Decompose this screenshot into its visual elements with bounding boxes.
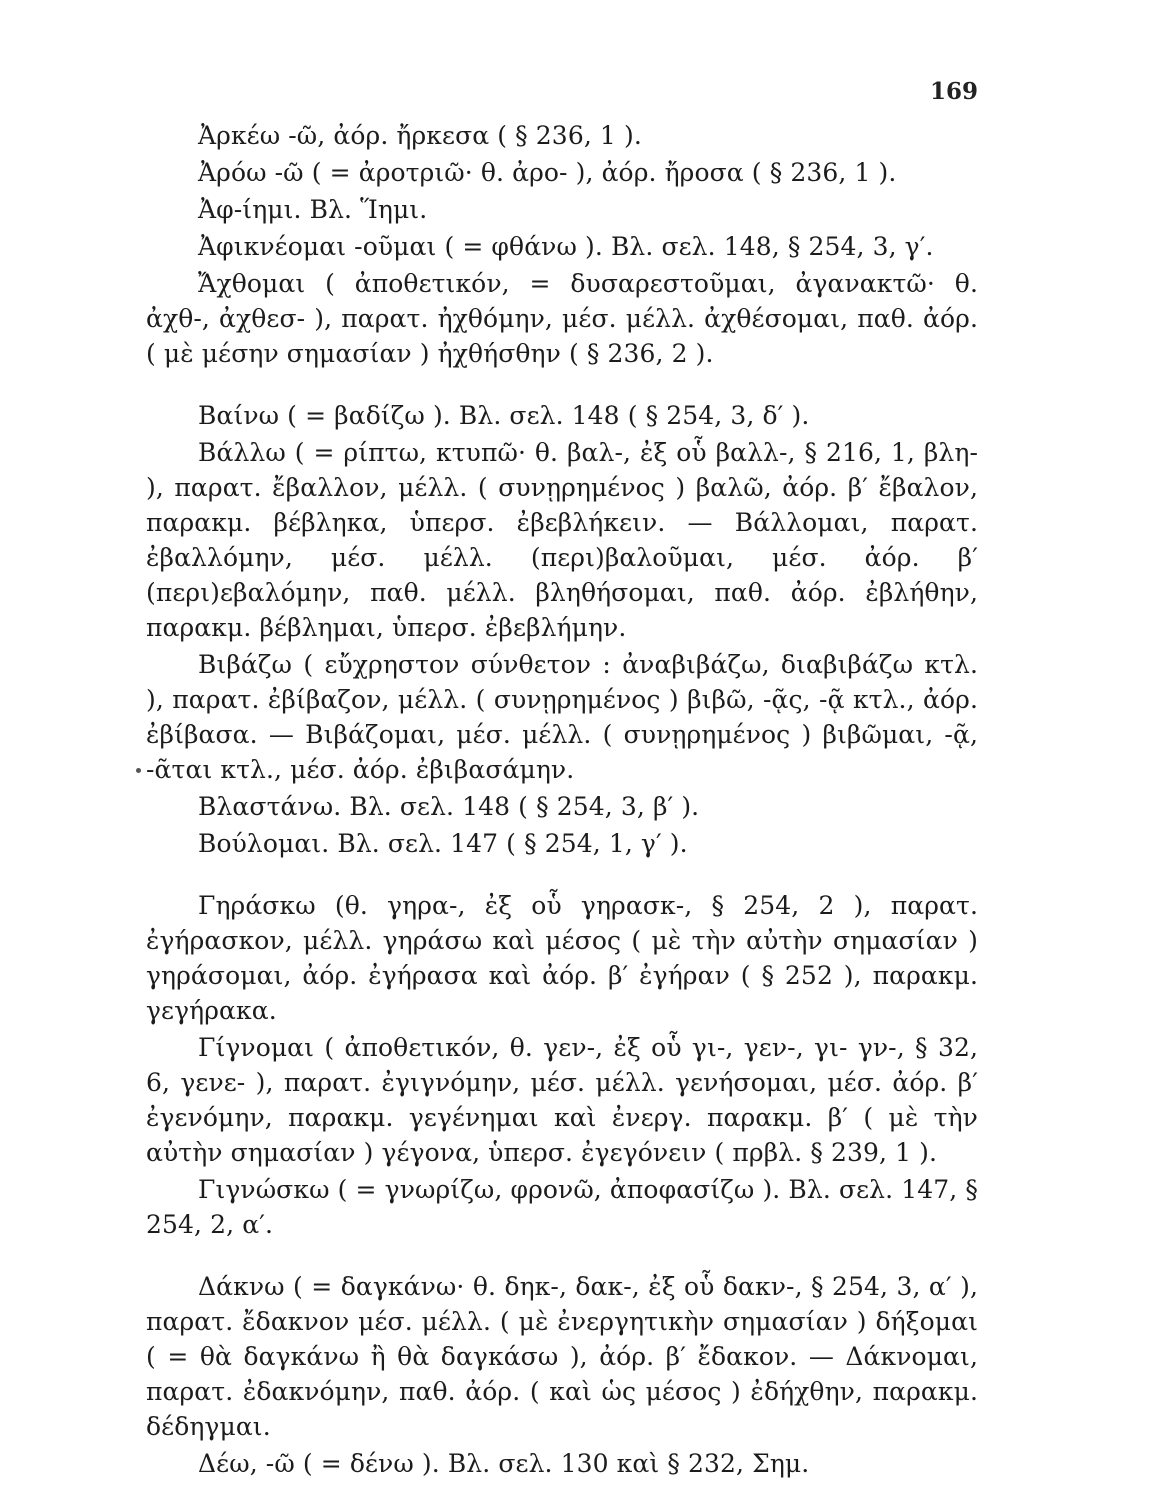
entry-ballo: Βάλλω ( = ρίπτω, κτυπῶ· θ. βαλ-, ἐξ οὗ βαλλ-, § 216, 1, βλη- ), παρατ. ἔβαλλον, μέλλ. ( συνῃρημένος ) βαλῶ, ἀόρ. β′ ἔβαλον, παρακμ. βέβληκα, ὑπερσ. ἐβεβλήκειν. — Βάλλομαι, παρατ. ἐβαλλόμην, μέσ. μέλλ. (περι)βαλοῦμαι, μέσ. ἀόρ. β′ (περι)εβαλόμην, παθ. μέλλ. βληθήσομαι, παθ. ἀόρ. ἐβλήθην, παρακμ. βέβλημαι, ὑπερσ. ἐβεβλήμην. (146, 438, 978, 642)
lexicon-text (146, 118, 978, 1483)
page-number: 169 (929, 78, 978, 105)
entry-gignomai: Γίγνομαι ( ἀποθετικόν, θ. γεν-, ἐξ οὗ γι-, γεν-, γι- γν-, § 32, 6, γενε- ), παρατ. ἐγιγνόμην, μέσ. μέλλ. γενήσομαι, μέσ. ἀόρ. β′ ἐγενόμην, παρακμ. γεγένημαι καὶ ἐνεργ. παρακμ. β′ ( μὲ τὴν αὐτὴν σημασίαν ) γέγονα, ὑπερσ. ἐγεγόνειν ( πρβλ. § 239, 1 ). (146, 1033, 978, 1167)
entry-bibazo: Βιβάζω ( εὔχρηστον σύνθετον : ἀναβιβάζω, διαβιβάζω κτλ. ), παρατ. ἐβίβαζον, μέλλ. ( συνῃρημένος ) βιβῶ, -ᾷς, -ᾷ κτλ., ἀόρ. ἐβίβασα. — Βιβάζομαι, μέσ. μέλλ. ( συνῃρημένος ) βιβῶμαι, -ᾷ, -ᾶται κτλ., μέσ. ἀόρ. ἐβιβασάμην. (146, 650, 978, 784)
entry-afiemi: Ἀφ-ίημι. Βλ. Ἵημι. (198, 195, 428, 224)
entry-dakno: Δάκνω ( = δαγκάνω· θ. δηκ-, δακ-, ἐξ οὗ δακν-, § 254, 3, α′ ), παρατ. ἔδακνον μέσ. μέλλ. ( μὲ ἐνεργητικὴν σημασίαν ) δήξομαι ( = θὰ δαγκάνω ἢ θὰ δαγκάσω ), ἀόρ. β′ ἔδακον. — Δάκνομαι, παρατ. ἐδακνόμην, παθ. ἀόρ. ( καὶ ὡς μέσος ) ἐδήχθην, παρακμ. δέδηγμαι. (146, 1272, 978, 1441)
entry-arkeo: Ἀρκέω -ῶ, ἀόρ. ἤρκεσα ( § 236, 1 ). (198, 121, 642, 150)
entry-baino: Βαίνω ( = βαδίζω ). Βλ. σελ. 148 ( § 254, 3, δ′ ). (198, 401, 810, 430)
entry-afiknéomai: Ἀφικνέομαι -οῦμαι ( = φθάνω ). Βλ. σελ. 148, § 254, 3, γ′. (198, 232, 934, 261)
entry-achthomai: Ἄχθομαι ( ἀποθετικόν, = δυσαρεστοῦμαι, ἀγανακτῶ· θ. ἀχθ-, ἀχθεσ- ), παρατ. ἠχθόμην, μέσ. μέλλ. ἀχθέσομαι, παθ. ἀόρ. ( μὲ μέσην σημασίαν ) ἠχθήσθην ( § 236, 2 ). (146, 269, 978, 368)
entry-deo: Δέω, -ῶ ( = δένω ). Βλ. σελ. 130 καὶ § 232, Σημ. (198, 1449, 810, 1478)
entry-geraskо: Γηράσκω (θ. γηρα-, ἐξ οὗ γηρασκ-, § 254, 2 ), παρατ. ἐγήρασκον, μέλλ. γηράσω καὶ μέσος ( μὲ τὴν αὐτὴν σημασίαν ) γηράσομαι, ἀόρ. ἐγήρασα καὶ ἀόρ. β′ ἐγήραν ( § 252 ), παρακμ. γεγήρακα. (146, 891, 978, 1025)
entry-boulomai: Βούλομαι. Βλ. σελ. 147 ( § 254, 1, γ′ ). (198, 829, 688, 858)
section-gap (146, 373, 978, 398)
section-gap (146, 863, 978, 888)
entry-blastano: Βλαστάνω. Βλ. σελ. 148 ( § 254, 3, β′ ). (198, 792, 700, 821)
entry-gignosko: Γιγνώσκω ( = γνωρίζω, φρονῶ, ἀποφασίζω ). Βλ. σελ. 147, § 254, 2, α′. (146, 1175, 978, 1239)
entry-aroo: Ἀρόω -ῶ ( = ἀροτριῶ· θ. ἀρο- ), ἀόρ. ἤροσα ( § 236, 1 ). (198, 158, 897, 187)
section-gap (146, 1244, 978, 1269)
margin-dot-mark (136, 768, 141, 773)
